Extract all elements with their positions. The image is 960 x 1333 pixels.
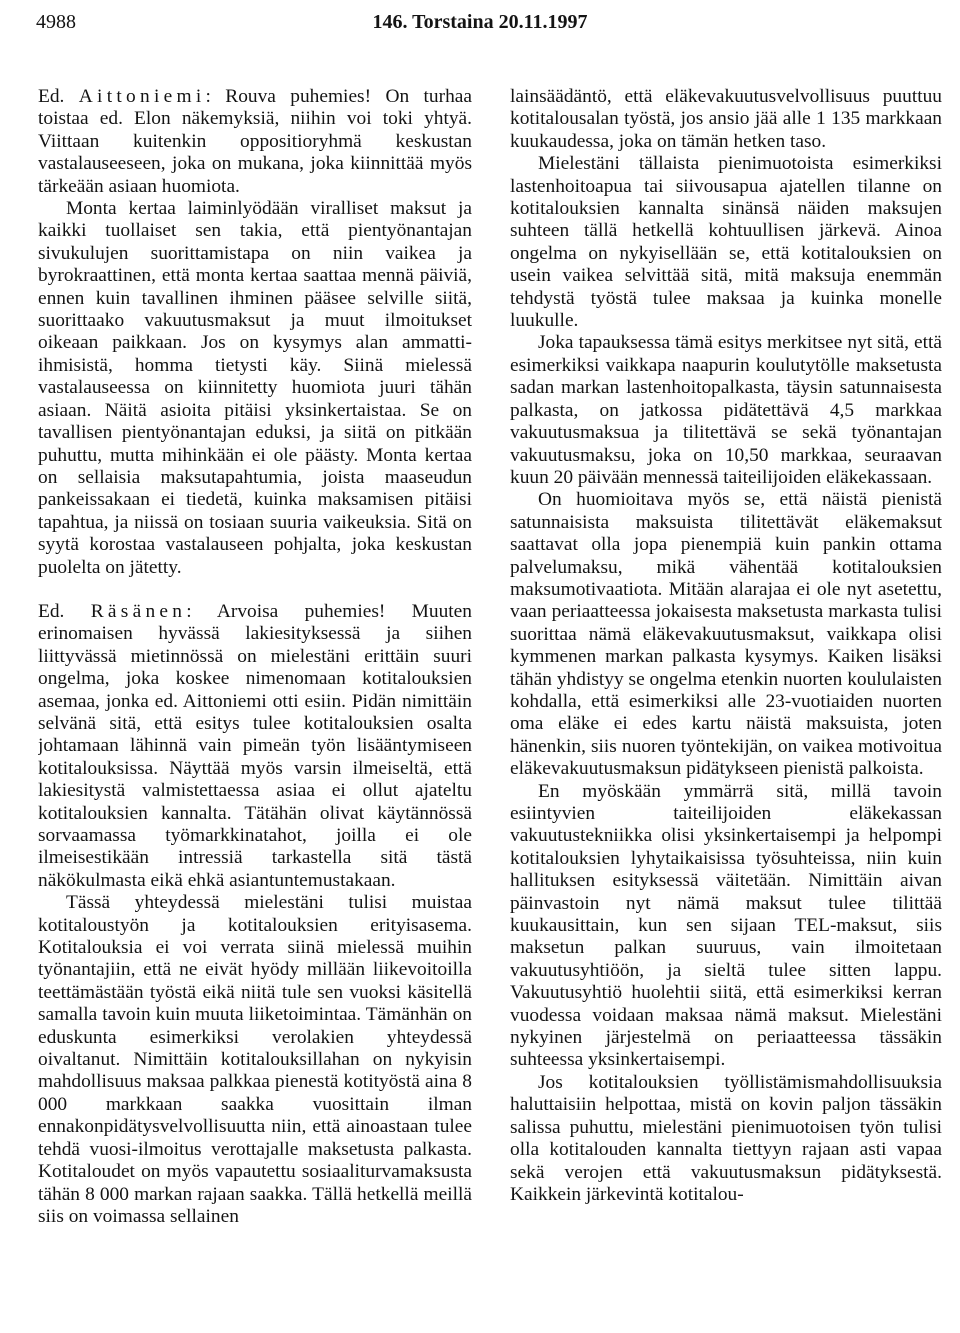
speech-text: : Arvoisa puhemies! Muuten erinomaisen hyvässä lakiesityksessä ja siihen liittyvässä mietinnössä on mielestäni erittäin suuri ongelma, joka koskee nimenomaan kotitalouksien asemaa, jonka ed. Aittoniemi otti esiin. Pidän nimittäin selvänä sitä, että esitys tulee kotitalouksien osalta johtamaan lähinnä vain pimeän työn lisääntymiseen kotitalouksissa. Näyttää myös varsin ilmeiseltä, että lakiesitystä valmistettaessa asiaa ei ollut ajateltu kotitalouksien kannalta. Tätähän olivat käytännössä sorvaamassa työmarkkinatahot, joilla ei ole ilmeisestikään intressiä tarkastella sitä tästä näkökulmasta eikä ehkä asiantuntemustakaan. — [38, 600, 472, 891]
session-title: 146. Torstaina 20.11.1997 — [372, 11, 588, 33]
paragraph: Jos kotitalouksien työllistämismahdollisuuksia haluttaisiin helpottaa, mistä on kovin paljon tässäkin salissa puhuttu, mielestäni pienimuotoisen työn tulisi olla kotitalouden kannalta tiettyyn rajaan asti vapaa sekä verojen että vakuutusmaksun pidätyksestä. Kaikkein järkevintä kotitalou- — [510, 1071, 942, 1205]
paragraph: En myöskään ymmärrä sitä, millä tavoin esiintyvien taiteilijoiden eläkekassan vakuutustekniikka olisi yksinkertaisempi ja helpompi kotitalouksien lyhytaikaisissa työsuhteissa, niin kuin hallituksen esityksessä väitetään. Nimittäin aivan päinvastoin nyt nämä maksut tulee tilittää kuukausittain, kun sen sijaan TEL-maksut, siis maksetun palkan suuruus, vain ilmoitetaan vakuutusyhtiöön, ja sieltä tulee sitten lappu. Vakuutusyhtiö huolehtii siitä, että esimerkiksi kerran vuodessa voidaan maksaa nämä maksut. Mielestäni nykyinen järjestelmä on periaatteessa tässäkin suhteessa yksinkertaisempi. — [510, 780, 942, 1071]
page-number: 4988 — [36, 11, 76, 33]
speech-rasanen — [38, 601, 472, 892]
paragraph: Mielestäni tällaista pienimuotoista esimerkiksi lastenhoitoapua tai siivousapua ajatellen tilanne on kotitalouksien kannalta sinänsä näiden maksujen suhteen tällä hetkellä kohtuullisen järkevä. Ainoa ongelma on nykyisellään se, että kotitalouksien on usein vaikea selvittää sitä, mitä maksuja enemmän tehdystä työstä tulee maksaa ja kuinka monelle luukulle. — [510, 153, 942, 332]
speaker-name: Räsänen — [90, 600, 187, 622]
speaker-prefix: Ed. — [38, 600, 91, 622]
right-column — [510, 86, 942, 1331]
paragraph: On huomioitava myös se, että näistä pienistä satunnaisista maksuista tilitettävät eläkemaksut saattavat olla jopa pienempiä kuin pankin ottama palvelumaksu, mikä vähentää kotitalouksien maksumotivaatiota. Mitään alarajaa ei ole nyt asetettu, vaan periaatteessa jokaisesta maksetusta markasta tulisi suorittaa nämä eläkevakuutusmaksut, vaikkapa olisi kymmenen markan palkasta kysymys. Kaiken lisäksi tähän yhdistyy se ongelma etenkin nuorten koululaisten kohdalla, että esimerkiksi alle 23-vuotiaiden nuorten oma eläke ei edes kartu näistä maksuista, joten hänenkin, siis nuoren työntekijän, on vaikea motivoitua eläkevakuutusmaksun pidätykseen pienistä palkoista. — [510, 489, 942, 780]
paragraph: Joka tapauksessa tämä esitys merkitsee nyt sitä, että esimerkiksi vaikkapa naapurin koulutytölle maksetusta sadan markan lastenhoitopalkasta, täysin satunnaisesta palkasta, on jatkossa pidätettävä 4,5 markkaa vakuutusmaksua ja tilitettävä se sekä työnantajan vakuutusmaksu, joka on 10,50 markkaa, seuraavan kuun 20 päivään mennessä taiteilijoiden eläkekassaan. — [510, 332, 942, 488]
speaker-name: Aittoniemi — [78, 86, 206, 107]
speaker-prefix: Ed. — [38, 86, 79, 107]
left-column — [38, 86, 472, 1331]
paragraph: Tässä yhteydessä mielestäni tulisi muistaa kotitaloustyön ja kotitalouksien erityisasema. Kotitalouksia ei voi verrata siinä mielessä muihin työnantajiin, että ne eivät hyödy millään liikevoitoilla teettämästään työstä eikä niitä tule sen vuoksi käsitellä samalla tavoin kuin muuta liiketoimintaa. Tämänhän on eduskunta esimerkiksi verolakien yhteydessä oivaltanut. Nimittäin kotitalouksillahan on nykyisin mahdollisuus maksaa palkkaa pienestä kotityöstä aina 8 000 markkaan saakka vuosittain ilman ennakonpidätysvelvollisuutta niin, että ainoastaan tulee tehdä vuosi-ilmoitus verottajalle maksetusta palkasta. Kotitaloudet on myös vapautettu sosiaaliturvamaksusta tähän 8 000 markan rajaan saakka. Tällä hetkellä meillä siis on voimassa sellainen — [38, 892, 472, 1227]
speech-text: : Rouva puhemies! On turhaa toistaa ed. Elon näkemyksiä, niihin voi toki yhtyä. Viittaan kuitenkin oppositioryhmä keskustan vastalauseeseen, joka on mukana, joka kiinnittää myös tärkeään asiaan huomiota. — [38, 86, 472, 197]
paragraph: Monta kertaa laiminlyödään viralliset maksut ja kaikki tuollaiset sen takia, että pientyönantajan sivukulujen suorittamistapa on niin vaikea ja byrokraattinen, että monta kertaa saattaa mennä päiviä, ennen kuin tavallinen ihminen pääsee selville siitä, suorittaako vakuutusmaksut ja muut ilmoitukset oikeaan paikkaan. Jos on kysymys alan ammatti-ihmisistä, homma tietysti käy. Siinä mielessä vastalauseessa on kiinnitetty huomiota juuri tähän asiaan. Näitä asioita pitäisi yksinkertaistaa. Se on tavallisen pientyönantajan eduksi, ja siitä on pitkään puhuttu, mutta mihinkään ei ole päästy. Monta kertaa on sellaisia maksutapahtumia, joista maaseudun pankeissakaan ei tiedetä, kuinka maksamisen pitäisi tapahtua, ja niissä on tosiaan suuria vaikeuksia. Sitä on syytä korostaa vastalauseen pohjalta, joka keskustan puolelta on jätetty. — [38, 198, 472, 578]
page-header — [0, 8, 960, 42]
speech-aittoniemi — [38, 86, 472, 198]
paragraph: lainsäädäntö, että eläkevakuutusvelvollisuus puuttuu kotitalousalan työstä, jos ansio jää alle 1 135 markkaan kuukaudessa, joka on tämän hetken taso. — [510, 86, 942, 152]
